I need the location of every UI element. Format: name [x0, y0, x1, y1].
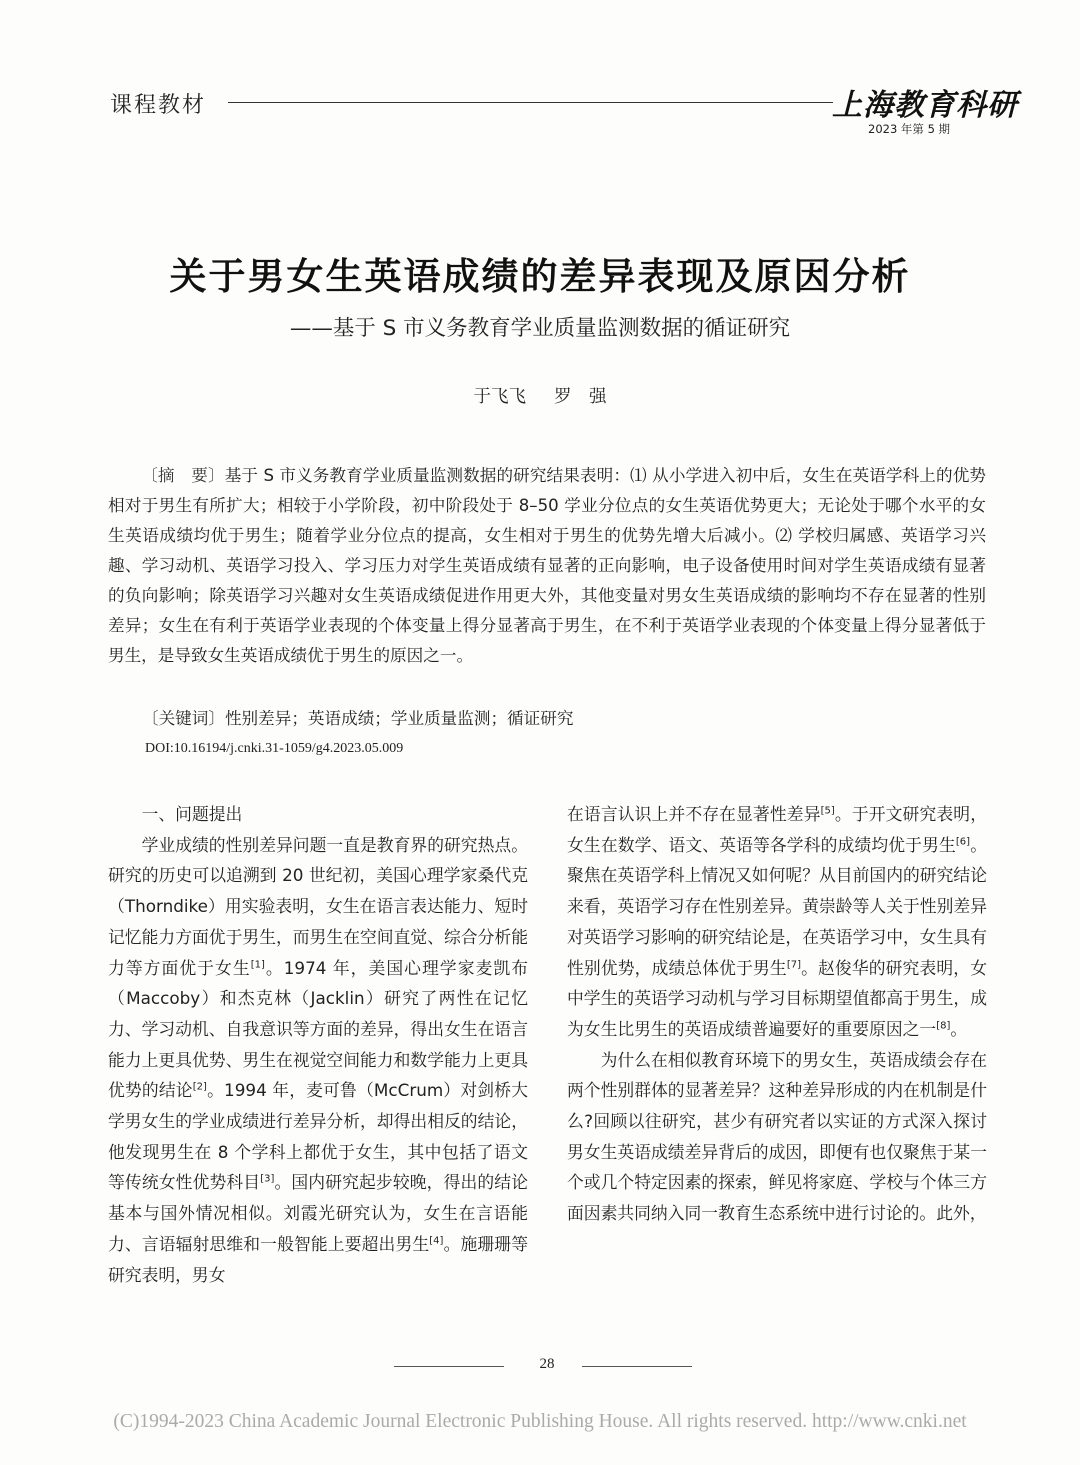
body-paragraph: 为什么在相似教育环境下的男女生，英语成绩会存在两个性别群体的显著差异？这种差异形成的内在机制是什么?回顾以往研究，甚少有研究者以实证的方式深入探讨男女生英语成绩差异背后的成因，即便有也仅聚焦于某一个或几个特定因素的探索，鲜见将家庭、学校与个体三方面因素共同纳入同一教育生态系统中进行讨论的。此外，	[567, 1049, 987, 1224]
citation: [1]	[250, 958, 265, 970]
citation: [2]	[192, 1081, 207, 1093]
citation: [4]	[429, 1235, 444, 1247]
body-column-left	[108, 799, 528, 1290]
authors	[0, 383, 1080, 408]
abstract	[108, 461, 986, 671]
citation: [8]	[936, 1020, 951, 1032]
citation: [5]	[820, 805, 835, 817]
journal-issue: 2023 年第 5 期	[868, 122, 951, 136]
journal-logo: 上海教育科研	[832, 88, 1018, 123]
section-label: 课程教材	[110, 93, 207, 118]
body-paragraph: 在语言认识上并不存在显著性差异[5]。于开文研究表明，女生在数学、语文、英语等各学科的成绩均优于男生[6]。聚焦在英语学科上情况又如何呢？从目前国内的研究结论来看，英语学习存在性别差异。黄崇龄等人关于性别差异对英语学习影响的研究结论是，在英语学习中，女生具有性别优势，成绩总体优于男生[7]。赵俊华的研究表明，女中学生的英语学习动机与学习目标期望值都高于男生，成为女生比男生的英语成绩普遍要好的重要原因之一[8]。	[567, 804, 987, 1039]
keywords	[142, 705, 982, 729]
page-number: 28	[539, 1356, 555, 1372]
footer-rule-left	[394, 1366, 504, 1367]
section-heading: 一、问题提出	[141, 804, 243, 824]
citation: [7]	[786, 958, 801, 970]
paper-subtitle: ——基于 S 市义务教育学业质量监测数据的循证研究	[289, 316, 791, 341]
keywords-text: 性别差异；英语成绩；学业质量监测；循证研究	[224, 709, 574, 728]
body-paragraph: 学业成绩的性别差异问题一直是教育界的研究热点。研究的历史可以追溯到 20 世纪初，美国心理学家桑代克（Thorndike）用实验表明，女生在语言表达能力、短时记忆能力方面优于男生，而男生在空间直觉、综合分析能力等方面优于女生[1]。1974 年，美国心理学家麦凯布（Maccoby）和杰克林（Jacklin）研究了两性在记忆力、学习动机、自我意识等方面的差异，得出女生在语言能力上更具优势、男生在视觉空间能力和数学能力上更具优势的结论[2]。1994 年，麦可鲁（McCrum）对剑桥大学男女生的学业成绩进行差异分析，却得出相反的结论，他发现男生在 8 个学科上都优于女生，其中包括了语文等传统女性优势科目[3]。国内研究起步较晚，得出的结论基本与国外情况相似。刘霞光研究认为，女生在言语能力、言语辐射思维和一般智能上要超出男生[4]。施珊珊等研究表明，男女	[108, 834, 528, 1285]
copyright-watermark: (C)1994-2023 China Academic Journal Electronic Publishing House. All rights reserved. http://www.cnki.net	[113, 1411, 967, 1432]
body-column-right	[567, 799, 987, 1229]
doi: DOI:10.16194/j.cnki.31-1059/g4.2023.05.009	[145, 741, 404, 756]
abstract-label: 〔摘 要〕	[141, 466, 225, 485]
header-rule	[228, 102, 833, 103]
footer-rule-right	[582, 1366, 692, 1367]
author-1: 于飞飞	[473, 387, 526, 407]
keywords-label: 〔关键词〕	[142, 709, 225, 728]
citation: [3]	[260, 1173, 275, 1185]
paper-title: 关于男女生英语成绩的差异表现及原因分析	[169, 255, 911, 298]
citation: [6]	[955, 836, 971, 848]
abstract-text: 基于 S 市义务教育学业质量监测数据的研究结果表明：⑴ 从小学进入初中后，女生在英语学科上的优势相对于男生有所扩大；相较于小学阶段，初中阶段处于 8–50 学业分位点的女生英语优势更大；无论处于哪个水平的女生英语成绩均优于男生；随着学业分位点的提高，女生相对于男生的优势先增大后减小。⑵ 学校归属感、英语学习兴趣、学习动机、英语学习投入、学习压力对学生英语成绩有显著的正向影响，电子设备使用时间对学生英语成绩有显著的负向影响；除英语学习兴趣对女生英语成绩促进作用更大外，其他变量对男女生英语成绩的影响均不存在显著的性别差异；女生在有利于英语学业表现的个体变量上得分显著高于男生，在不利于英语学业表现的个体变量上得分显著低于男生，是导致女生英语成绩优于男生的原因之一。	[108, 466, 987, 665]
author-2: 罗 强	[554, 387, 607, 407]
